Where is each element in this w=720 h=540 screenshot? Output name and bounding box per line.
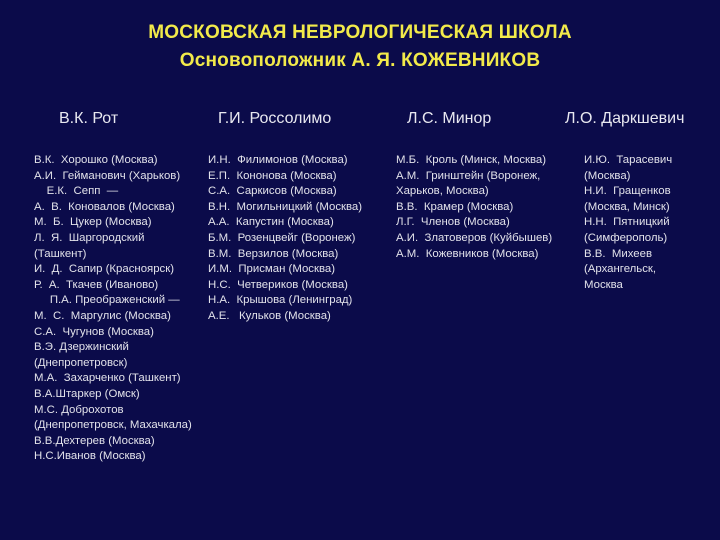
student-entry: Н.С.Иванов (Москва) [34, 450, 146, 463]
student-entry: А.И. Златоверов (Куйбышев) [396, 231, 553, 244]
student-entry: М. Б. Цукер (Москва) [34, 216, 152, 229]
student-entry: И.Н. Филимонов (Москва) [208, 154, 348, 166]
student-list-rossolimo [208, 153, 362, 325]
student-entry: (Днепропетровск, Махачкала) [34, 419, 192, 432]
student-entry: Л.Г. Членов (Москва) [396, 216, 510, 229]
student-entry: Р. А. Ткачев (Иваново) [34, 278, 159, 291]
student-entry: (Днепропетровск) [34, 356, 128, 369]
student-entry: И. Д. Сапир (Красноярск) [34, 263, 175, 276]
student-entry: А.А. Капустин (Москва) [208, 216, 334, 229]
student-entry: М.С. Доброхотов [34, 403, 124, 416]
student-entry: Н.И. Гращенков [584, 185, 671, 198]
column-header-rossolimo: Г.И. Россолимо [218, 110, 332, 127]
student-entry: А.И. Гейманович (Харьков) [34, 169, 181, 182]
column-header-darkshevich: Л.О. Даркшевич [565, 110, 685, 127]
student-entry: (Москва) [584, 169, 631, 182]
page-subtitle: Основоположник А. Я. КОЖЕВНИКОВ [179, 50, 541, 71]
student-entry: Е.П. Кононова (Москва) [208, 169, 337, 182]
student-entry: В.Н. Могильницкий (Москва) [208, 200, 363, 213]
student-entry: И.Ю. Тарасевич [584, 154, 673, 166]
student-entry: (Ташкент) [34, 247, 87, 260]
column-header-roth: В.К. Рот [59, 110, 119, 127]
student-entry: Б.М. Розенцвейг (Воронеж) [208, 231, 356, 244]
student-list-minor [396, 153, 552, 262]
student-entry: Н.Н. Пятницкий [584, 216, 670, 229]
student-entry: С.А. Саркисов (Москва) [208, 185, 337, 198]
student-entry: Н.А. Крышова (Ленинград) [208, 294, 353, 307]
student-entry: (Архангельск, [584, 263, 657, 276]
student-entry: В.М. Верзилов (Москва) [208, 247, 339, 260]
page-title: МОСКОВСКАЯ НЕВРОЛОГИЧЕСКАЯ ШКОЛА [148, 22, 572, 43]
student-entry: А. В. Коновалов (Москва) [34, 200, 175, 213]
student-entry: В.В. Крамер (Москва) [396, 200, 514, 213]
student-entry: В.Э. Дзержинский [34, 341, 129, 354]
student-entry: М. С. Маргулис (Москва) [34, 309, 171, 322]
student-entry: В.А.Штаркер (Омск) [34, 387, 140, 400]
student-entry: М.Б. Кроль (Минск, Москва) [396, 154, 547, 166]
student-list-roth [34, 153, 192, 465]
student-entry: Л. Я. Шаргородский [34, 231, 145, 244]
student-entry: И.М. Присман (Москва) [208, 263, 336, 276]
student-entry: А.М. Гринштейн (Воронеж, [396, 169, 541, 182]
student-entry: (Москва, Минск) [584, 200, 670, 213]
student-entry: П.А. Преображенский — [34, 294, 180, 307]
student-entry: Н.С. Четвериков (Москва) [208, 278, 348, 291]
student-entry: В.В.Дехтерев (Москва) [34, 434, 155, 447]
student-entry: Москва [584, 278, 623, 291]
student-entry: А.М. Кожевников (Москва) [396, 247, 539, 260]
student-entry: М.А. Захарченко (Ташкент) [34, 372, 181, 385]
student-entry: Е.К. Сепп — [34, 185, 119, 198]
student-entry: (Симферополь) [584, 231, 668, 244]
student-entry: А.Е. Кульков (Москва) [208, 309, 331, 322]
student-entry: В.К. Хорошко (Москва) [34, 154, 158, 166]
student-entry: Харьков, Москва) [396, 185, 489, 198]
student-entry: С.А. Чугунов (Москва) [34, 325, 154, 338]
student-list-darkshevich [584, 153, 672, 293]
student-entry: В.В. Михеев [584, 247, 652, 260]
column-header-minor: Л.С. Минор [407, 110, 492, 127]
